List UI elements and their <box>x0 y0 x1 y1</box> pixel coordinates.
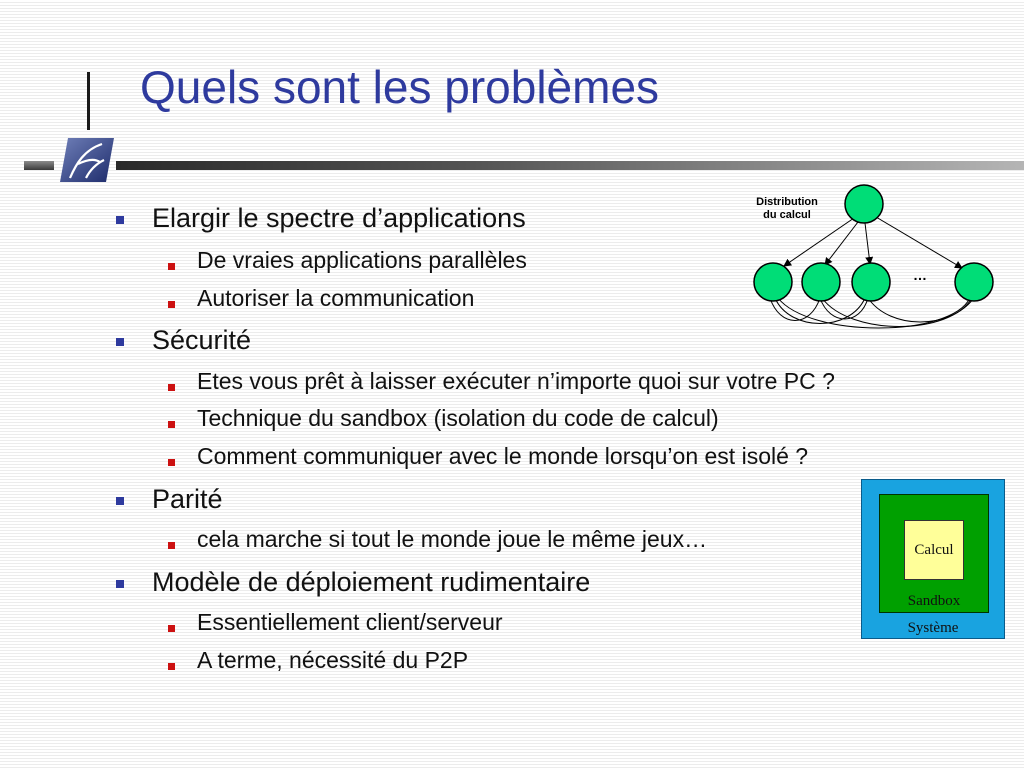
sub-bullet-item: De vraies applications parallèles <box>197 247 527 273</box>
worker-node <box>955 263 993 301</box>
bullet-marker <box>116 338 124 346</box>
worker-node <box>802 263 840 301</box>
diagram-label-line2: du calcul <box>763 209 811 221</box>
sub-bullet-marker <box>168 625 175 632</box>
system-label: Système <box>907 620 959 636</box>
distribution-diagram <box>730 180 1020 330</box>
calcul-box: Calcul <box>904 520 964 580</box>
diagram-arrows <box>784 217 962 268</box>
sub-bullet-item: Comment communiquer avec le monde lorsqu’on est isolé ? <box>197 443 809 469</box>
diagram-label-line1: Distribution <box>756 196 818 208</box>
bullet-marker <box>116 497 124 505</box>
bullet-item: Elargir le spectre d’applications <box>152 203 526 233</box>
sub-bullet-item: A terme, nécessité du P2P <box>197 647 469 673</box>
diagram-ellipsis: … <box>913 267 927 283</box>
system-box <box>861 479 1005 639</box>
sub-bullet-item: cela marche si tout le monde joue le même jeux… <box>197 526 708 552</box>
sub-bullet-item: Technique du sandbox (isolation du code de calcul) <box>197 405 719 431</box>
sub-bullet-item: Autoriser la communication <box>197 285 475 311</box>
sub-bullet-marker <box>168 263 175 270</box>
bullet-item: Modèle de déploiement rudimentaire <box>152 567 591 597</box>
sandbox-box <box>879 494 989 613</box>
bullet-item: Sécurité <box>152 325 252 355</box>
logo-icon <box>56 134 118 186</box>
sub-bullet-item: Essentiellement client/serveur <box>197 609 503 635</box>
sub-bullet-item: Etes vous prêt à laisser exécuter n’importe quoi sur votre PC ? <box>197 368 835 394</box>
diagram-peer-links <box>770 298 974 328</box>
sub-bullet-marker <box>168 663 175 670</box>
title-rule-right <box>116 161 1024 170</box>
sub-bullet-marker <box>168 421 175 428</box>
bullet-marker <box>116 580 124 588</box>
bullet-marker <box>116 216 124 224</box>
title-rule-left <box>24 161 54 170</box>
title-accent-bar <box>87 72 90 130</box>
worker-node <box>754 263 792 301</box>
bullet-item: Parité <box>152 484 223 514</box>
sub-bullet-marker <box>168 384 175 391</box>
slide-title: Quels sont les problèmes <box>140 61 660 113</box>
sandbox-label: Sandbox <box>907 593 961 609</box>
worker-node <box>852 263 890 301</box>
sub-bullet-marker <box>168 542 175 549</box>
sub-bullet-marker <box>168 459 175 466</box>
sub-bullet-marker <box>168 301 175 308</box>
coordinator-node <box>845 185 883 223</box>
